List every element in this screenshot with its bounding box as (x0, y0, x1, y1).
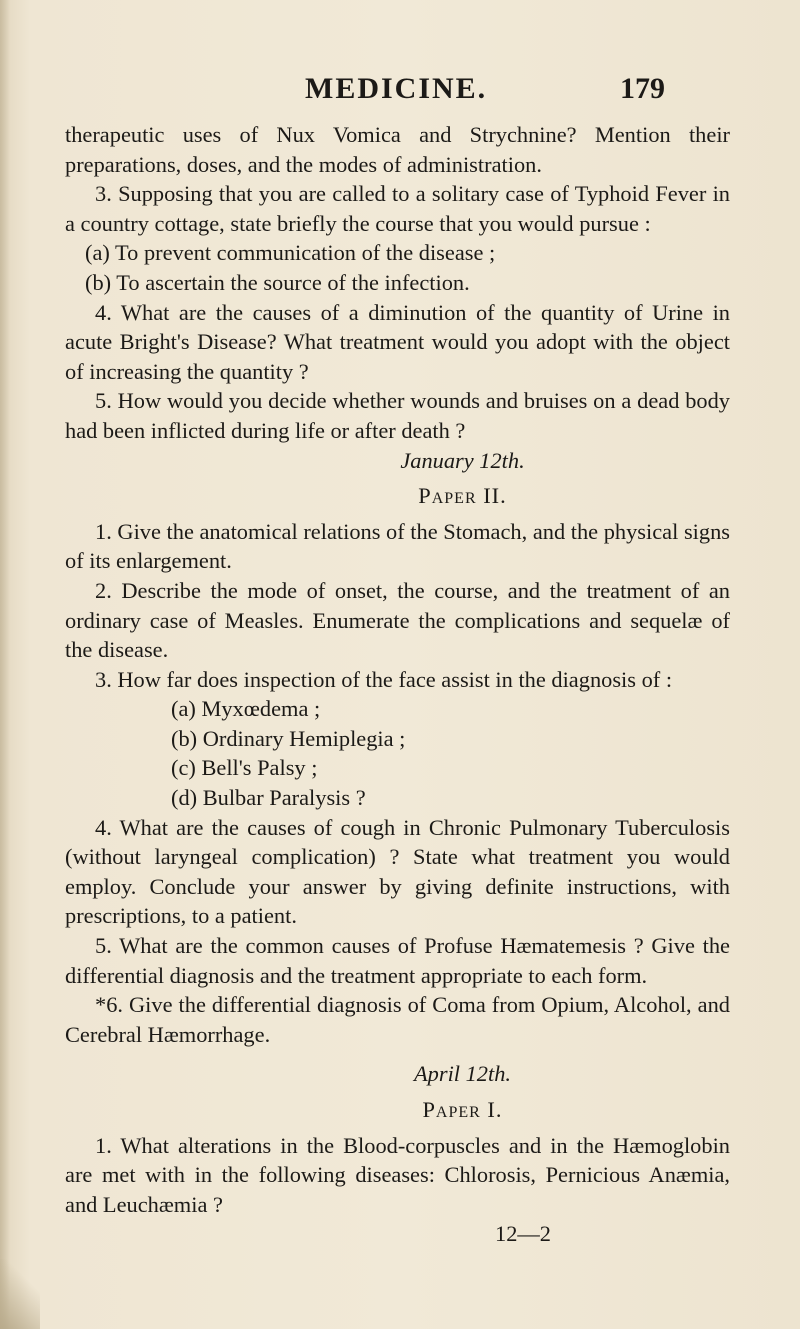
paper-ii-question-3-b: (b) Ordinary Hemiplegia ; (171, 725, 406, 751)
question-4: 4. What are the causes of a diminution of the quantity of Urine in acute Bright's Disease? What treatment would you adopt with the object of increasing the quantity ? (65, 299, 730, 384)
paper-ii-question-4: 4. What are the causes of cough in Chronic Pulmonary Tuberculosis (without laryngeal complication) ? State what treatment you would employ. Conclude your answer by giving definite instructions, with prescriptions, to a patient. (65, 814, 730, 929)
paper-ii-question-2: 2. Describe the mode of onset, the course, and the treatment of an ordinary case of Measles. Enumerate the complications and sequelæ of the disease. (65, 577, 730, 663)
intro-paragraph: therapeutic uses of Nux Vomica and Strychnine? Mention their preparations, doses, and the modes of administration. (65, 122, 730, 177)
paper-ii-question-5: 5. What are the common causes of Profuse Hæmatemesis ? Give the differential diagnosis and the treatment appropriate to each form. (65, 933, 730, 988)
paper-ii-question-1: 1. Give the anatomical relations of the Stomach, and the physical signs of its enlargement. (65, 518, 730, 574)
paper-ii-question-6: *6. Give the differential diagnosis of Coma from Opium, Alcohol, and Cerebral Hæmorrhage. (65, 992, 730, 1047)
binding-shadow (0, 0, 10, 1329)
paper-ii-question-3-a: (a) Myxœdema ; (171, 696, 321, 722)
paper-i-question-1: 1. What alterations in the Blood-corpuscles and in the Hæmoglobin are met with in the following diseases: Chlorosis, Pernicious Anæmia, and Leuchæmia ? (65, 1132, 730, 1217)
date-january: January 12th. (400, 447, 525, 473)
page-number: 179 (620, 72, 665, 105)
corner-shadow (0, 1259, 40, 1329)
signature-mark: 12—2 (495, 1221, 551, 1247)
page-body (65, 120, 730, 1249)
question-5: 5. How would you decide whether wounds and bruises on a dead body had been inflicted during life or after death ? (65, 388, 730, 443)
paper-heading-i: Paper I. (422, 1097, 503, 1122)
paper-ii-question-3-d: (d) Bulbar Paralysis ? (171, 785, 366, 811)
question-3-a: (a) To prevent communication of the disease ; (85, 240, 496, 266)
page-header (305, 72, 665, 108)
running-title: MEDICINE. (305, 72, 488, 105)
paper-ii-question-3: 3. How far does inspection of the face assist in the diagnosis of : (95, 666, 673, 692)
date-april: April 12th. (413, 1061, 512, 1087)
paper-heading-ii: Paper II. (418, 483, 507, 509)
question-3-b: (b) To ascertain the source of the infection. (85, 269, 470, 295)
paper-ii-question-3-c: (c) Bell's Palsy ; (171, 755, 318, 781)
question-3: 3. Supposing that you are called to a solitary case of Typhoid Fever in a country cottage, state briefly the course that you would pursue : (65, 181, 730, 236)
